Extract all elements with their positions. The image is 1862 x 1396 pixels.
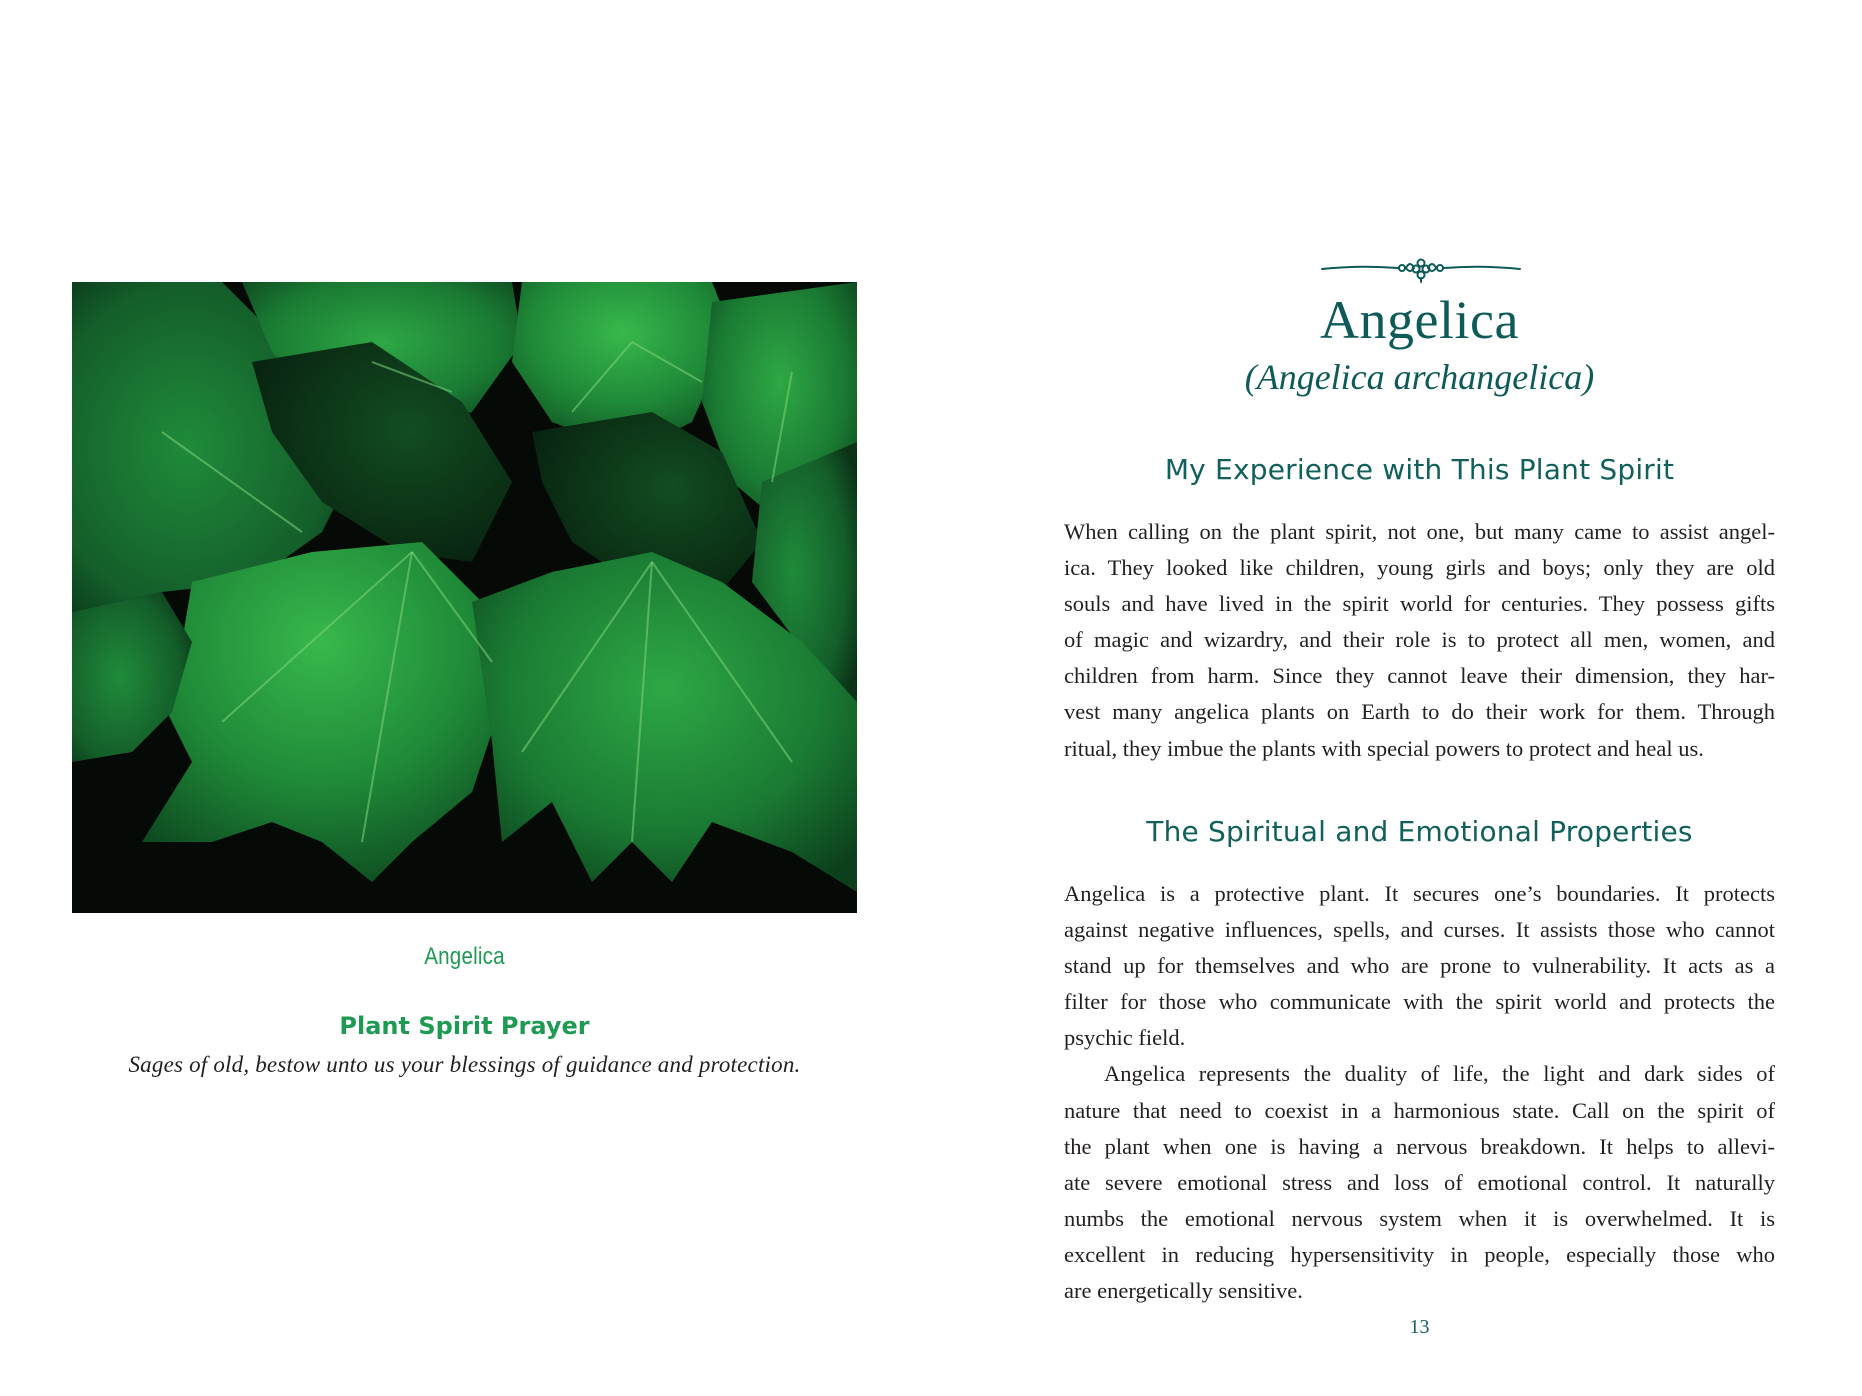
page-number: 13 xyxy=(1409,1316,1430,1338)
plant-latin-name: (Angelica archangelica) xyxy=(1244,357,1595,397)
text-line: stand up for themselves and who are prone to vulnerability. It acts as a xyxy=(1064,953,1775,979)
text-line: children from harm. Since they cannot leave their dimension, they har- xyxy=(1064,663,1775,689)
text-line: filter for those who communicate with the spirit world and protects the xyxy=(1064,989,1775,1015)
text-line: ica. They looked like children, young girls and boys; only they are old xyxy=(1064,555,1775,581)
text-line: excellent in reducing hypersensitivity in people, especially those who xyxy=(1064,1241,1775,1267)
text-line: the plant when one is having a nervous breakdown. It helps to allevi- xyxy=(1064,1133,1775,1159)
photo-caption: Angelica xyxy=(424,943,505,970)
text-line: nature that need to coexist in a harmonious state. Call on the spirit of xyxy=(1064,1097,1775,1123)
text-line: ate severe emotional stress and loss of emotional control. It naturally xyxy=(1064,1169,1775,1195)
text-line: vest many angelica plants on Earth to do their work for them. Through xyxy=(1064,699,1775,725)
leaf-image xyxy=(72,282,857,913)
text-line: are energetically sensitive. xyxy=(1064,1278,1303,1304)
text-line: Angelica is a protective plant. It secures one’s boundaries. It protects xyxy=(1064,881,1775,906)
angelica-photo xyxy=(72,282,857,913)
text-line: of magic and wizardry, and their role is to protect all men, women, and xyxy=(1064,627,1775,653)
prayer-text: Sages of old, bestow unto us your blessings of guidance and protection. xyxy=(128,1052,801,1077)
properties-paragraphs xyxy=(1064,876,1775,1309)
text-line: numbs the emotional nervous system when it is overwhelmed. It is xyxy=(1064,1205,1775,1231)
text-line: Angelica represents the duality of life, the light and dark sides of xyxy=(1104,1061,1775,1087)
text-line: against negative influences, spells, and curses. It assists those who cannot xyxy=(1064,917,1775,943)
section-heading-properties: The Spiritual and Emotional Properties xyxy=(1146,815,1693,848)
plant-title: Angelica xyxy=(1320,290,1519,350)
prayer-title: Plant Spirit Prayer xyxy=(339,1012,590,1040)
section-heading-experience: My Experience with This Plant Spirit xyxy=(1164,453,1675,486)
text-line: psychic field. xyxy=(1064,1025,1186,1051)
floral-divider-icon xyxy=(1320,254,1522,284)
text-line: When calling on the plant spirit, not one, but many came to assist angel- xyxy=(1064,519,1775,544)
text-line: souls and have lived in the spirit world for centuries. They possess gifts xyxy=(1064,591,1775,617)
experience-paragraph xyxy=(1064,514,1775,767)
text-line: ritual, they imbue the plants with special powers to protect and heal us. xyxy=(1064,735,1704,761)
